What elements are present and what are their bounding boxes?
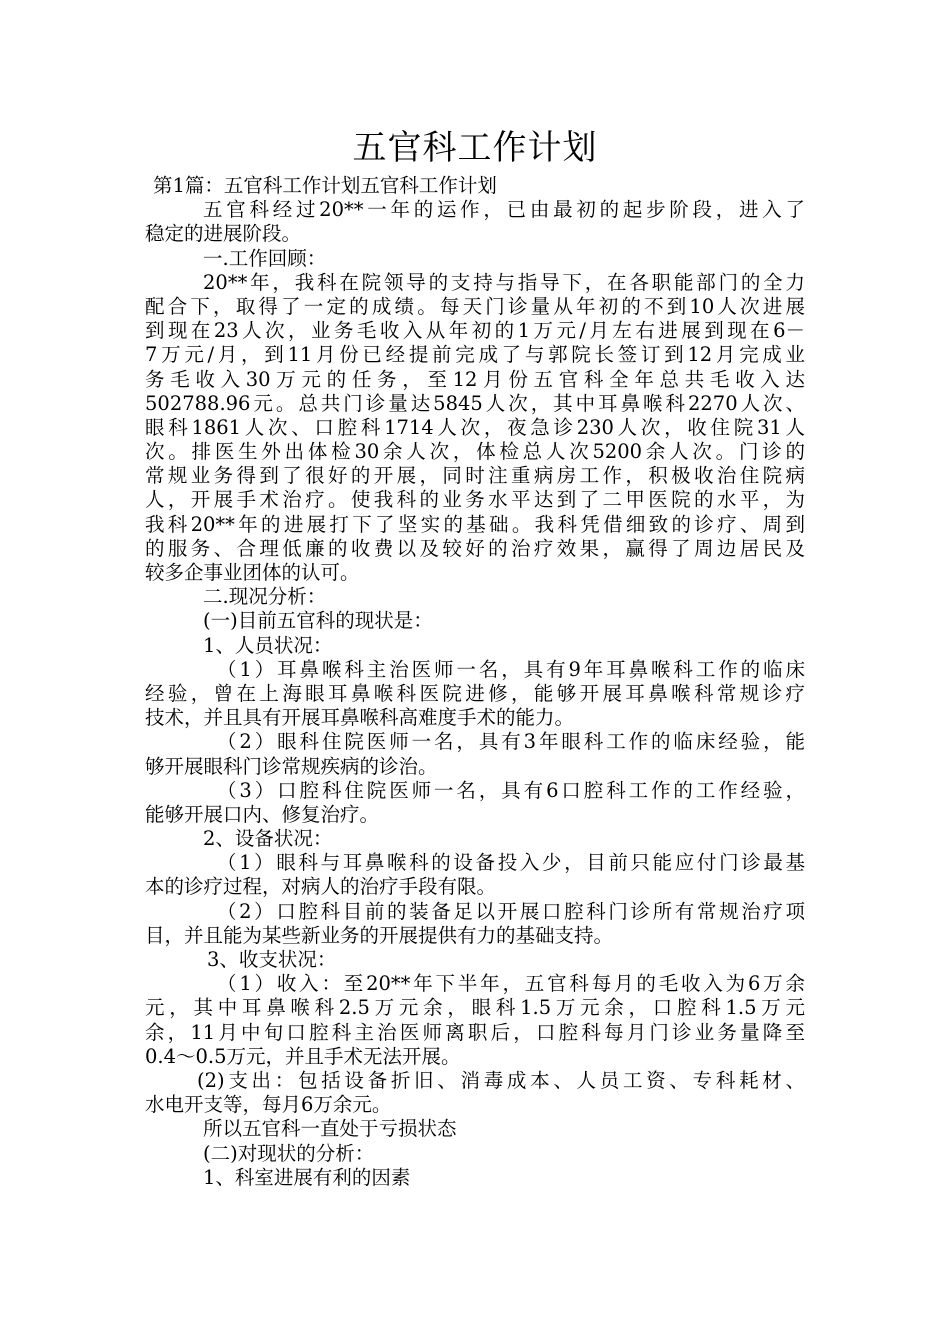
text-line: 人，开展手术治疗。使我科的业务水平达到了二甲医院的水平，为 [145,488,805,512]
text-line: 2、设备状况： [203,827,333,851]
text-line: 够开展眼科门诊常规疾病的诊治。 [145,754,438,778]
text-line: （1）眼科与耳鼻喉科的设备投入少，目前只能应付门诊最基 [217,851,805,875]
text-line: 余，11月中旬口腔科主治医师离职后，口腔科每月门诊业务量降至 [145,1020,805,1044]
text-line: （2）口腔科目前的装备足以开展口腔科门诊所有常规治疗项 [217,899,805,923]
text-line: 1、科室进展有利的因素 [203,1165,411,1189]
text-line: 本的诊疗过程，对病人的治疗手段有限。 [145,875,497,899]
text-line: 一.工作回顾： [203,246,327,270]
text-line: （3）口腔科住院医师一名，具有6口腔科工作的工作经验， [217,778,805,802]
text-line: 3、收支状况： [207,948,337,971]
text-line: 7万元/月，到11月份已经提前完成了与郭院长签订到12月完成业 [145,343,805,367]
text-line: 能够开展口内、修复治疗。 [145,802,380,826]
text-line: 0.4～0.5万元，并且手术无法开展。 [145,1044,461,1068]
text-line: (一)目前五官科的现状是： [203,609,433,633]
text-line: 的服务、合理低廉的收费以及较好的治疗效果，赢得了周边居民及 [145,536,805,560]
text-line: (2)支出：包括设备折旧、消毒成本、人员工资、专科耗材、 [197,1068,805,1092]
text-line: 我科20**年的进展打下了坚实的基础。我科凭借细致的诊疗、周到 [145,512,805,536]
text-line: 元，其中耳鼻喉科2.5万元余，眼科1.5万元余，口腔科1.5万元 [145,996,805,1020]
document-body [145,174,805,1190]
text-line: 务毛收入30万元的任务，至12月份五官科全年总共毛收入达 [145,367,805,391]
text-line: 第1篇：五官科工作计划五官科工作计划 [153,174,497,197]
text-line: 技术，并且具有开展耳鼻喉科高难度手术的能力。 [145,706,575,730]
text-line: 五官科经过20**一年的运作，已由最初的起步阶段，进入了 [203,198,805,222]
text-line: 较多企事业团体的认可。 [145,561,360,584]
text-line: 20**年，我科在院领导的支持与指导下，在各职能部门的全力 [203,270,805,294]
document-title: 五官科工作计划 [352,128,598,168]
text-line: 目，并且能为某些新业务的开展提供有力的基础支持。 [145,923,614,947]
text-line: 502788.96元。总共门诊量达5845人次，其中耳鼻喉科2270人次、 [145,391,805,415]
text-line: 1、人员状况： [203,633,333,657]
text-line: 经验，曾在上海眼耳鼻喉科医院进修，能够开展耳鼻喉科常规诊疗 [145,681,805,705]
text-line: (二)对现状的分析： [203,1141,375,1165]
text-line: 所以五官科一直处于亏损状态 [203,1117,457,1141]
text-line: （2）眼科住院医师一名，具有3年眼科工作的临床经验，能 [217,730,805,754]
text-line: 二.现况分析： [203,585,327,609]
text-line: （1）耳鼻喉科主治医师一名，具有9年耳鼻喉科工作的临床 [217,657,805,681]
text-line: 次。排医生外出体检30余人次，体检总人次5200余人次。门诊的 [145,440,805,464]
text-line: 水电开支等，每月6万余元。 [145,1093,392,1117]
text-line: 配合下，取得了一定的成绩。每天门诊量从年初的不到10人次进展 [145,294,805,318]
text-line: 稳定的进展阶段。 [145,222,302,246]
text-line: 常规业务得到了很好的开展，同时注重病房工作，积极收治住院病 [145,464,805,488]
text-line: 到现在23人次，业务毛收入从年初的1万元/月左右进展到现在6－ [145,319,805,343]
text-line: （1）收入：至20**年下半年，五官科每月的毛收入为6万余 [217,972,805,996]
text-line: 眼科1861人次、口腔科1714人次，夜急诊230人次，收住院31人 [145,415,805,439]
